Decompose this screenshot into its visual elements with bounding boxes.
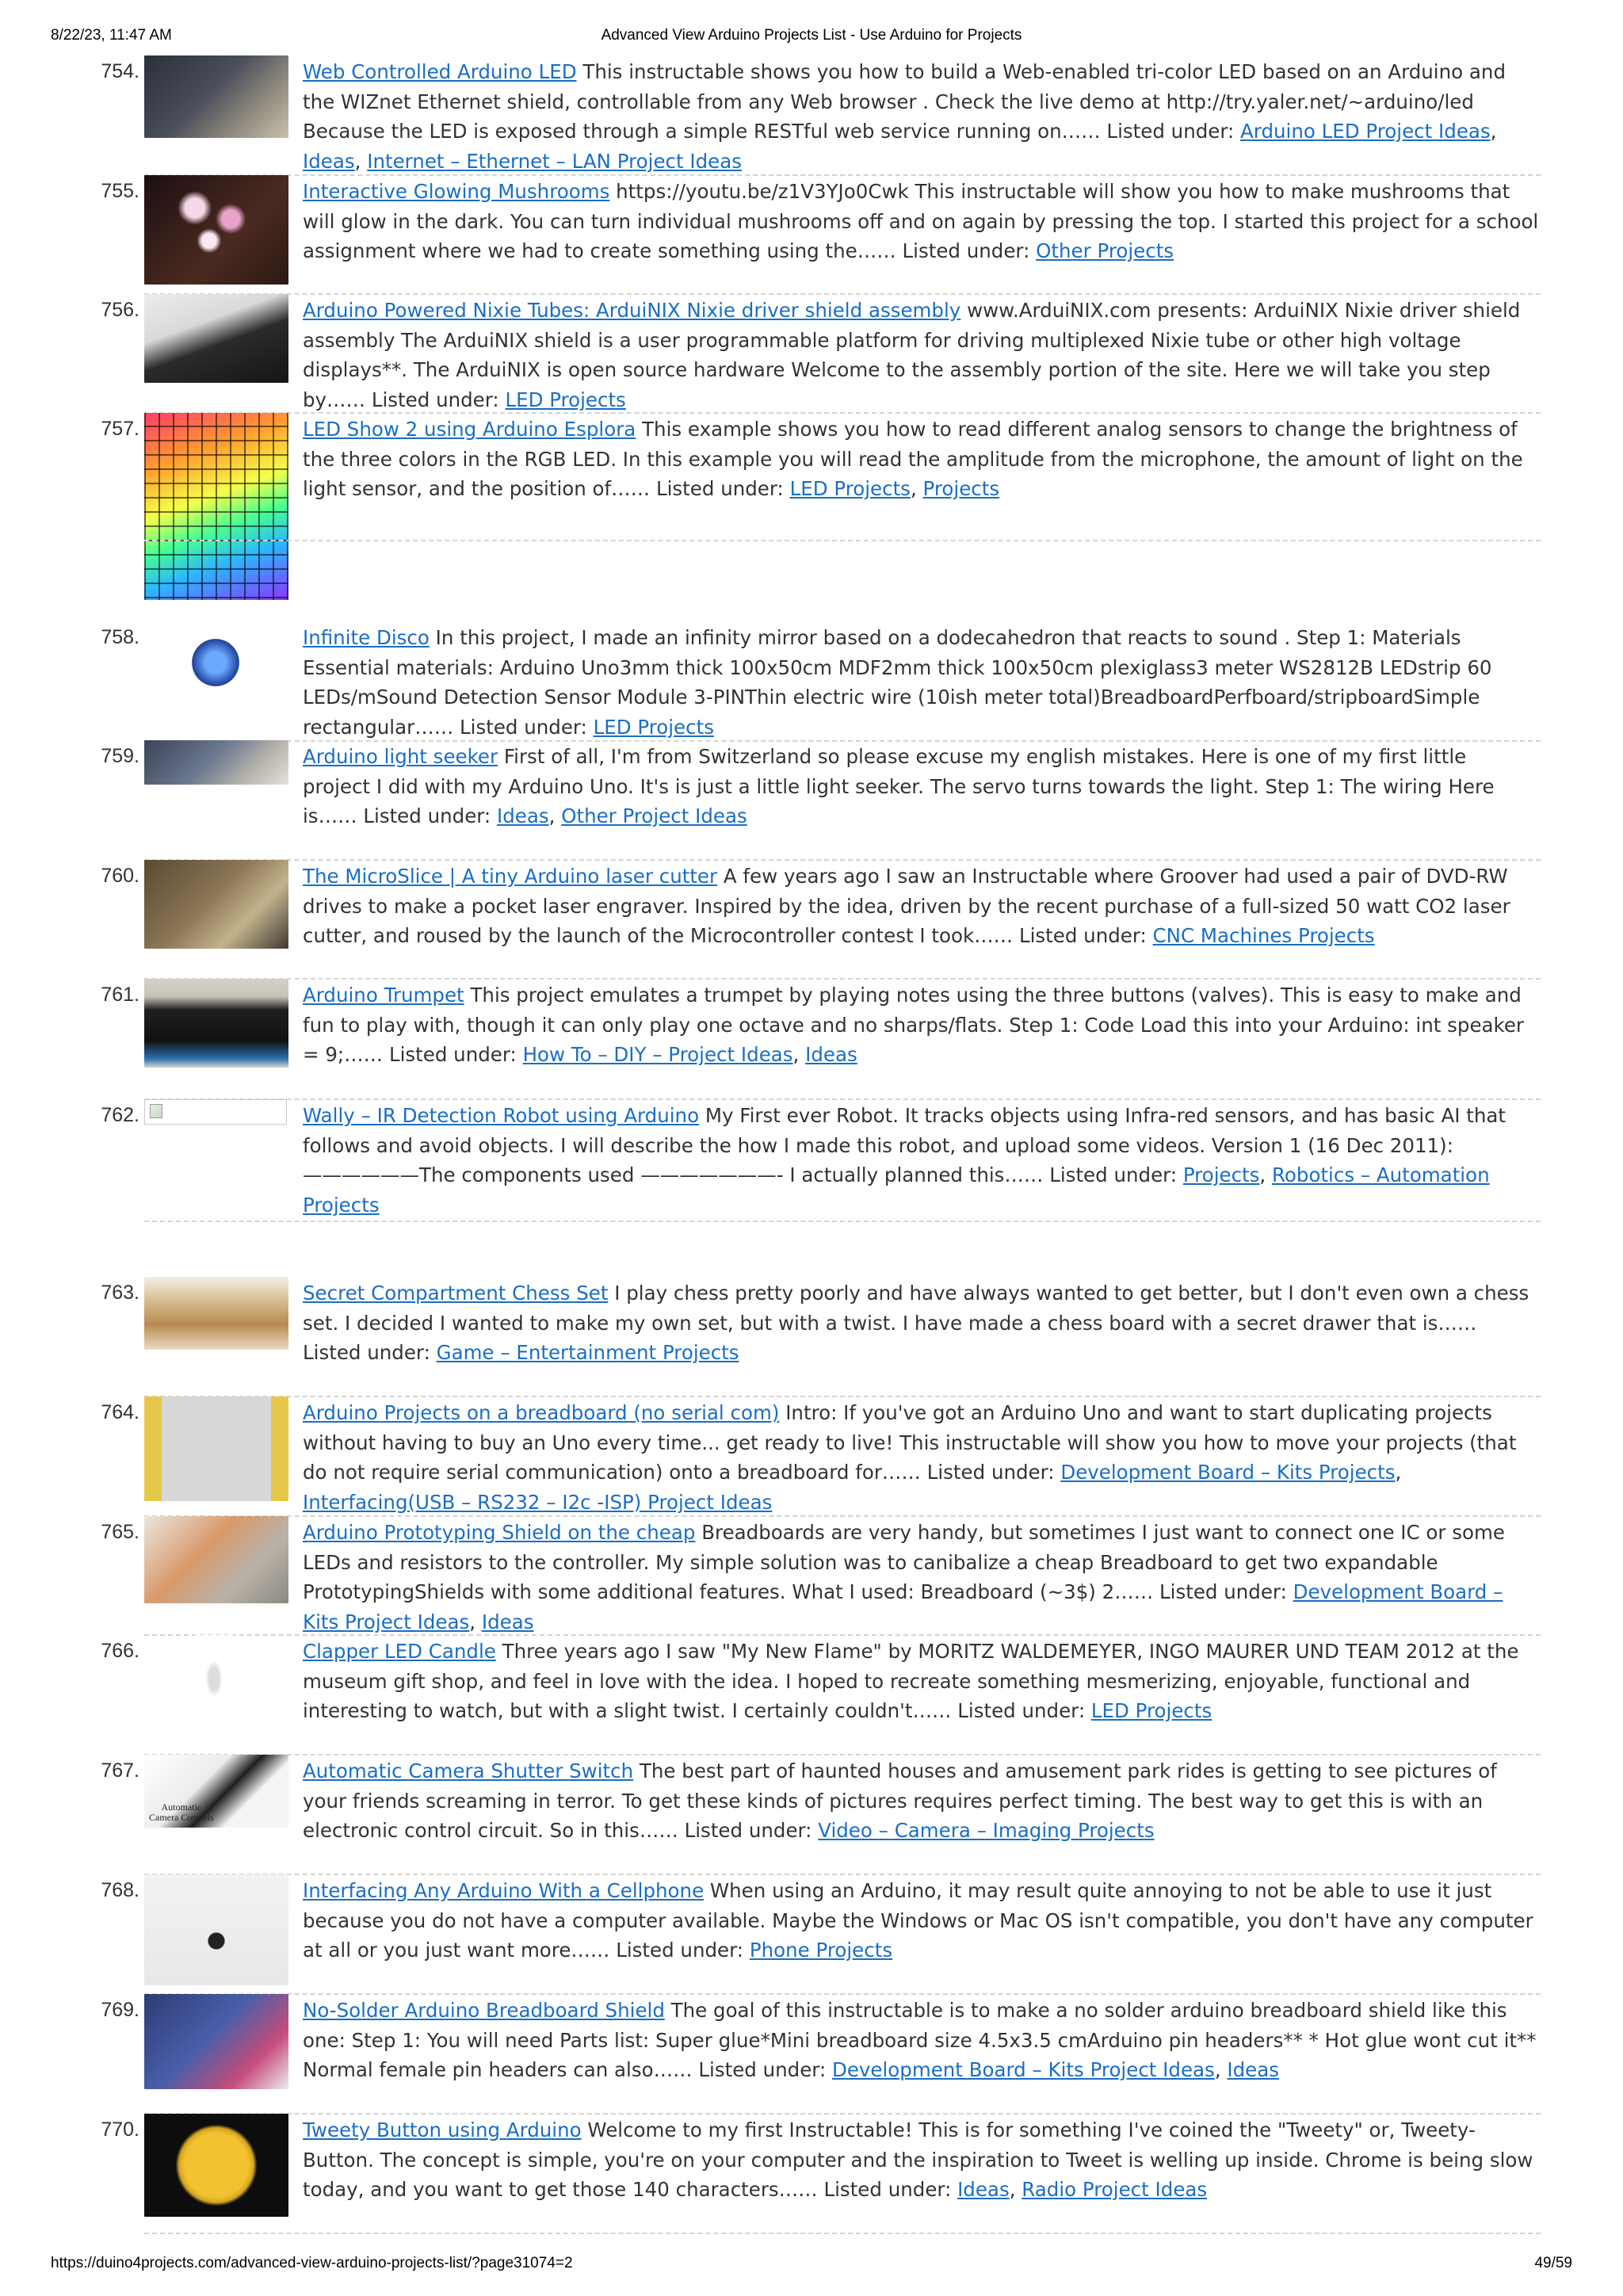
project-title-link[interactable]: LED Show 2 using Arduino Esplora: [303, 418, 636, 441]
item-divider: [144, 412, 1541, 414]
project-summary: [303, 623, 1539, 742]
item-divider: [144, 540, 1541, 541]
item-divider: [144, 2233, 1541, 2234]
category-tag-link[interactable]: Development Board – Kits Project Ideas: [831, 2058, 1215, 2081]
item-number: 762.: [101, 1104, 139, 1126]
project-title-link[interactable]: Tweety Button using Arduino: [303, 2118, 582, 2141]
project-title-link[interactable]: Interactive Glowing Mushrooms: [303, 180, 610, 203]
item-divider: [144, 859, 1541, 861]
project-description: This example shows you how to read different analog sensors to change the brightness of the three colors in the RGB LED. In this example you will read the amplitude from the microphone, the amount of light on the light sensor, and the position of…… Listed under:: [303, 418, 1523, 500]
project-description: A few years ago I saw an Instructable where Groover had used a pair of DVD-RW drives to make a pocket laser engraver. Inspired by the idea, driven by the recent purchase of a full-sized 50 watt CO2 laser cutter, and roused by the launch of the Microcontroller contest I took…… Listed under:: [303, 865, 1510, 947]
project-summary: [303, 980, 1539, 1070]
print-header: [51, 27, 1572, 48]
category-tag-link[interactable]: Projects: [922, 477, 1000, 500]
item-divider: [144, 978, 1541, 980]
project-thumbnail[interactable]: [194, 1635, 234, 1714]
category-tag-link[interactable]: Radio Project Ideas: [1022, 2178, 1208, 2201]
project-description: www.ArduiNIX.com presents: ArduiNIX Nixie driver shield assembly The ArduiNIX shield is a user programmable platform for driving multiplexed Nixie tube or other high voltage displays**. The ArduiNIX is open source hardware Welcome to the assembly portion of the site. Here we will take you step by…… Listed under:: [303, 299, 1521, 411]
tag-separator: ,: [548, 804, 562, 827]
project-thumbnail[interactable]: [144, 1396, 288, 1501]
print-url: https://duino4projects.com/advanced-view-arduino-projects-list/?page31074=2: [51, 2255, 573, 2271]
item-number: 766.: [101, 1640, 139, 1662]
project-title-link[interactable]: Infinite Disco: [303, 626, 430, 649]
project-title-link[interactable]: Interfacing Any Arduino With a Cellphone: [303, 1879, 705, 1902]
category-tag-link[interactable]: Other Project Ideas: [561, 804, 747, 827]
item-number: 759.: [101, 745, 139, 767]
tag-separator: ,: [1214, 2058, 1228, 2081]
category-tag-link[interactable]: LED Projects: [593, 715, 714, 739]
project-title-link[interactable]: Arduino Trumpet: [303, 984, 464, 1007]
category-tag-link[interactable]: Development Board – Kits Project Ideas: [303, 1580, 1503, 1633]
project-description: First of all, I'm from Switzerland so please excuse my english mistakes. Here is one of my first little project I did with my Arduino Uno. It's is just a little light seeker. The servo turns towards the light. Step 1: The wiring Here is…… Listed under:: [303, 745, 1495, 827]
tag-separator: ,: [1259, 1163, 1272, 1186]
category-tag-link[interactable]: Arduino LED Project Ideas: [1240, 120, 1491, 143]
project-summary: [303, 1756, 1539, 1846]
project-summary: [303, 415, 1539, 504]
category-tag-link[interactable]: Internet – Ethernet – LAN Project Ideas: [367, 149, 743, 173]
item-divider: [144, 1515, 1541, 1517]
category-tag-link[interactable]: LED Projects: [505, 388, 626, 411]
project-title-link[interactable]: Web Controlled Arduino LED: [303, 60, 577, 83]
category-tag-link[interactable]: Phone Projects: [749, 1939, 893, 1962]
category-tag-link[interactable]: Ideas: [957, 2178, 1010, 2201]
item-number: 765.: [101, 1521, 139, 1543]
category-tag-link[interactable]: Development Board – Kits Projects: [1060, 1461, 1396, 1484]
project-summary: [303, 296, 1539, 415]
item-divider: [144, 174, 1541, 176]
item-divider: [144, 1396, 1541, 1397]
project-description: https://youtu.be/z1V3YJo0Cwk This instructable will show you how to make mushrooms that will glow in the dark. You can turn individual mushrooms off and on again by pressing the top. I started this project for a school assignment where we had to create something using the…… Listed under:: [303, 180, 1539, 262]
project-description: I play chess pretty poorly and have always wanted to get better, but I don't even own a chess set. I decided I wanted to make my own set, but with a twist. I have made a chess board with a secret drawer that is…… Listed under:: [303, 1282, 1529, 1364]
item-divider: [144, 1098, 1541, 1100]
project-summary: [303, 1278, 1539, 1368]
project-description: Welcome to my first Instructable! This is for something I've coined the "Tweety" or, Tweety-Button. The concept is simple, you're on your computer and the inspiration to Tweet is welling up inside. Chrome is being slow today, and you want to get those 140 characters…… Listed under:: [303, 2118, 1533, 2201]
project-thumbnail[interactable]: [184, 621, 247, 704]
project-thumbnail[interactable]: [144, 2114, 288, 2217]
project-thumbnail[interactable]: [144, 175, 288, 285]
item-number: 770.: [101, 2118, 139, 2141]
category-tag-link[interactable]: CNC Machines Projects: [1152, 924, 1375, 947]
project-title-link[interactable]: Wally – IR Detection Robot using Arduino: [303, 1104, 700, 1127]
thumbnail-caption: Automatic Camera Controls: [149, 1801, 214, 1823]
category-tag-link[interactable]: Ideas: [481, 1610, 534, 1633]
project-description: This project emulates a trumpet by playing notes using the three buttons (valves). This is easy to make and fun to play with, though it can only play one octave and no sharps/flats. Step 1: Code Load this into your Arduino: int speaker = 9;…… Listed under:: [303, 984, 1524, 1066]
project-thumbnail[interactable]: [144, 1516, 288, 1603]
item-number: 761.: [101, 984, 139, 1006]
project-title-link[interactable]: Secret Compartment Chess Set: [303, 1282, 609, 1305]
project-description: Breadboards are very handy, but sometimes I just want to connect one IC or some LEDs and resistors to the controller. My simple solution was to canibalize a cheap Breadboard to get two expandable PrototypingShields with some additional features. What I used: Breadboard (~3$) 2…… Listed under:: [303, 1521, 1505, 1603]
category-tag-link[interactable]: LED Projects: [1090, 1699, 1212, 1722]
project-thumbnail[interactable]: [144, 860, 288, 949]
item-number: 756.: [101, 299, 139, 321]
project-title-link[interactable]: Automatic Camera Shutter Switch: [303, 1759, 634, 1782]
category-tag-link[interactable]: How To – DIY – Project Ideas: [522, 1043, 793, 1066]
project-title-link[interactable]: The MicroSlice | A tiny Arduino laser cutter: [303, 865, 718, 888]
project-summary: [303, 1518, 1539, 1637]
tag-separator: ,: [910, 477, 923, 500]
item-divider: [144, 1221, 1541, 1222]
project-description: Intro: If you've got an Arduino Uno and want to start duplicating projects without having to buy an Uno every time... get ready to live! This instructable will show you how to move your projects (that do not require serial communication) onto a breadboard for…… Listed under:: [303, 1401, 1517, 1484]
project-title-link[interactable]: Arduino light seeker: [303, 745, 498, 768]
category-tag-link[interactable]: Other Projects: [1036, 239, 1174, 262]
project-thumbnail[interactable]: [144, 740, 288, 785]
project-summary: [303, 177, 1539, 266]
project-title-link[interactable]: Arduino Powered Nixie Tubes: ArduiNIX Nixie driver shield assembly: [303, 299, 961, 322]
item-number: 768.: [101, 1879, 139, 1901]
project-description: My First ever Robot. It tracks objects using Infra-red sensors, and has basic AI that follows and avoid objects. I will describe the how I made this robot, and upload some videos. Version 1 (16 Dec 2011): ——————The components used ———————- I actually planned this…… Listed under:: [303, 1104, 1507, 1186]
project-title-link[interactable]: Arduino Prototyping Shield on the cheap: [303, 1521, 696, 1544]
project-summary: [303, 1398, 1539, 1517]
item-number: 769.: [101, 1999, 139, 2021]
project-description: The best part of haunted houses and amusement park rides is getting to see pictures of your friends screaming in terror. To get these kinds of pictures requires perfect timing. The best way to get this is with an electronic control circuit. So in this…… Listed under:: [303, 1759, 1497, 1842]
broken-image-icon[interactable]: [144, 1099, 287, 1125]
project-thumbnail[interactable]: [144, 1277, 288, 1350]
category-tag-link[interactable]: Projects: [1182, 1163, 1260, 1186]
item-divider: [144, 293, 1541, 295]
item-number: 755.: [101, 180, 139, 202]
item-number: 758.: [101, 626, 139, 648]
item-number: 763.: [101, 1282, 139, 1304]
item-number: 754.: [101, 60, 139, 82]
page-counter: 49/59: [1534, 2255, 1572, 2271]
category-tag-link[interactable]: Ideas: [805, 1043, 857, 1066]
project-summary: [303, 1637, 1539, 1726]
project-thumbnail[interactable]: [144, 979, 288, 1068]
project-description: When using an Arduino, it may result quite annoying to not be able to use it just because you do not have a computer available. Maybe the Windows or Mac OS isn't compatible, you don't have any computer at all or you just want more…… Listed under:: [303, 1879, 1533, 1962]
category-tag-link[interactable]: Robotics – Automation Projects: [303, 1163, 1490, 1217]
project-thumbnail[interactable]: [144, 55, 288, 138]
tag-separator: ,: [469, 1610, 482, 1633]
project-summary: [303, 742, 1539, 831]
item-divider: [144, 1754, 1541, 1755]
project-summary: [303, 1101, 1539, 1220]
item-number: 764.: [101, 1401, 139, 1423]
project-summary: [303, 861, 1539, 951]
print-page-title: Advanced View Arduino Projects List - Use Arduino for Projects: [601, 27, 1022, 44]
item-number: 757.: [101, 418, 139, 440]
project-thumbnail[interactable]: [144, 1874, 288, 1985]
item-number: 767.: [101, 1759, 139, 1782]
project-title-link[interactable]: Arduino Projects on a breadboard (no serial com): [303, 1401, 780, 1424]
tag-separator: ,: [1490, 120, 1497, 143]
project-thumbnail[interactable]: [144, 1994, 288, 2089]
project-summary: [303, 57, 1539, 176]
item-divider: [144, 1874, 1541, 1875]
project-description: In this project, I made an infinity mirror based on a dodecahedron that reacts to sound . Step 1: Materials Essential materials: Arduino Uno3mm thick 100x50cm MDF2mm thick 100x50cm plexiglass3 meter WS2812B LEDstrip 60 LEDs/mSound Detection Sensor Module 3-PINThin electric wire (10ish meter total)BreadboardPerfboard/stripboardSimple rectangular…… Listed under:: [303, 626, 1492, 739]
category-tag-link[interactable]: LED Projects: [789, 477, 911, 500]
project-summary: [303, 2115, 1539, 2205]
project-thumbnail[interactable]: [144, 294, 288, 383]
project-summary: [303, 1996, 1539, 2085]
category-tag-link[interactable]: Ideas: [1227, 2058, 1280, 2081]
project-title-link[interactable]: No-Solder Arduino Breadboard Shield: [303, 1999, 665, 2022]
project-title-link[interactable]: Clapper LED Candle: [303, 1640, 496, 1663]
tag-separator: ,: [1395, 1461, 1402, 1484]
tag-separator: ,: [792, 1043, 806, 1066]
project-description: The goal of this instructable is to make a no solder arduino breadboard shield like this one: Step 1: You will need Parts list: Super glue*Mini breadboard size 4.5x3.5 cmArduino pin headers** * Hot glue wont cut it** Normal female pin headers can also…… Listed under:: [303, 1999, 1537, 2081]
tag-separator: ,: [1009, 2178, 1022, 2201]
item-number: 760.: [101, 865, 139, 887]
project-description: Three years ago I saw "My New Flame" by MORITZ WALDEMEYER, INGO MAURER UND TEAM 2012 at the museum gift shop, and feel in love with the idea. I hoped to recreate something mesmerizing, enjoyable, functional and interesting to watch, but with a slight twist. I certainly couldn't…… Listed under:: [303, 1640, 1519, 1722]
category-tag-link[interactable]: Interfacing(USB – RS232 – I2c -ISP) Project Ideas: [303, 1490, 773, 1514]
print-date: 8/22/23, 11:47 AM: [51, 27, 172, 44]
item-divider: [144, 2113, 1541, 2115]
tag-separator: ,: [354, 149, 368, 173]
category-tag-link[interactable]: Game – Entertainment Projects: [436, 1341, 739, 1364]
item-divider: [144, 1993, 1541, 1995]
print-footer: [51, 2255, 1572, 2275]
project-thumbnail[interactable]: [144, 1755, 288, 1828]
category-tag-link[interactable]: Ideas: [496, 804, 549, 827]
project-description: This instructable shows you how to build a Web-enabled tri-color LED based on an Arduino and the WIZnet Ethernet shield, controllable from any Web browser . Check the live demo at http://try.yaler.net/~arduino/led Because the LED is exposed through a simple RESTful web service running on…… Listed under:: [303, 60, 1507, 143]
category-tag-link[interactable]: Video – Camera – Imaging Projects: [818, 1819, 1155, 1842]
project-summary: [303, 1876, 1539, 1966]
category-tag-link[interactable]: Ideas: [303, 149, 355, 173]
item-divider: [144, 1634, 1541, 1636]
project-thumbnail[interactable]: [144, 413, 288, 600]
